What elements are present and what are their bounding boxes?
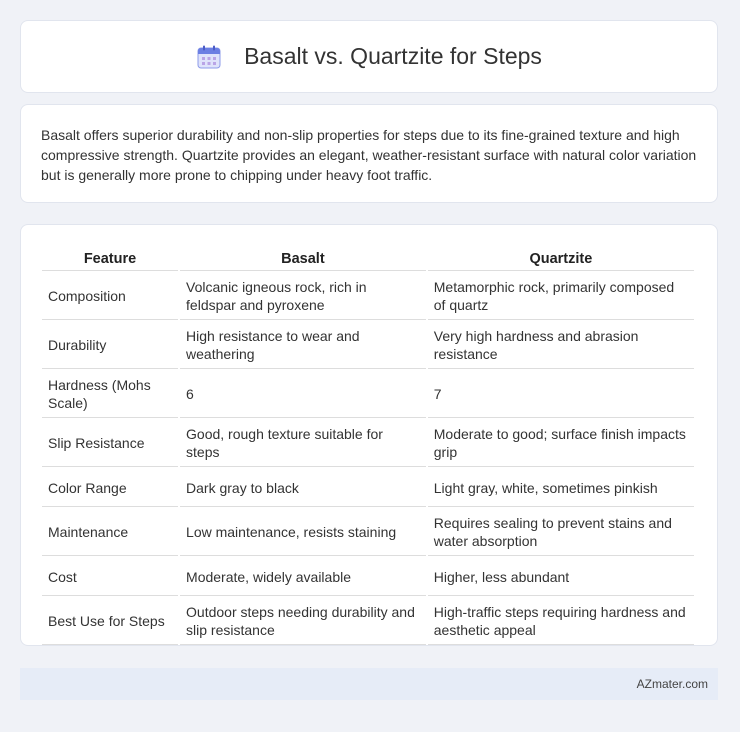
column-header-basalt: Basalt — [180, 245, 426, 271]
table-row — [42, 371, 694, 418]
basalt-cell: Good, rough texture suitable for steps — [180, 420, 426, 467]
feature-cell: Composition — [42, 273, 178, 320]
title-card — [20, 20, 718, 93]
comparison-table — [40, 243, 696, 647]
quartzite-cell: Light gray, white, sometimes pinkish — [428, 469, 694, 507]
feature-cell: Maintenance — [42, 509, 178, 556]
footer — [20, 668, 718, 700]
calendar-icon — [196, 44, 222, 70]
basalt-cell: Volcanic igneous rock, rich in feldspar and pyroxene — [180, 273, 426, 320]
quartzite-cell: Higher, less abundant — [428, 558, 694, 596]
summary-card — [20, 104, 718, 203]
basalt-cell: Dark gray to black — [180, 469, 426, 507]
quartzite-cell: Metamorphic rock, primarily composed of quartz — [428, 273, 694, 320]
basalt-cell: Outdoor steps needing durability and slip resistance — [180, 598, 426, 645]
quartzite-cell: Moderate to good; surface finish impacts grip — [428, 420, 694, 467]
quartzite-cell: Very high hardness and abrasion resistance — [428, 322, 694, 369]
comparison-table-card — [20, 224, 718, 646]
table-header-row — [42, 245, 694, 271]
table-row — [42, 509, 694, 556]
summary-text: Basalt offers superior durability and non-slip properties for steps due to its fine-grained texture and high compressive strength. Quartzite provides an elegant, weather-resistant surface with natural color variation but is generally more prone to chipping under heavy foot traffic. — [41, 127, 697, 183]
feature-cell: Durability — [42, 322, 178, 369]
feature-cell: Best Use for Steps — [42, 598, 178, 645]
table-row — [42, 273, 694, 320]
basalt-cell: 6 — [180, 371, 426, 418]
quartzite-cell: Requires sealing to prevent stains and water absorption — [428, 509, 694, 556]
table-row — [42, 598, 694, 645]
table-row — [42, 558, 694, 596]
basalt-cell: Moderate, widely available — [180, 558, 426, 596]
table-row — [42, 420, 694, 467]
quartzite-cell: High-traffic steps requiring hardness and aesthetic appeal — [428, 598, 694, 645]
basalt-cell: Low maintenance, resists staining — [180, 509, 426, 556]
basalt-cell: High resistance to wear and weathering — [180, 322, 426, 369]
page-title: Basalt vs. Quartzite for Steps — [244, 43, 542, 69]
feature-cell: Hardness (Mohs Scale) — [42, 371, 178, 418]
table-row — [42, 322, 694, 369]
feature-cell: Color Range — [42, 469, 178, 507]
table-row — [42, 469, 694, 507]
footer-site-label: AZmater.com — [636, 677, 708, 691]
column-header-feature: Feature — [42, 245, 178, 271]
column-header-quartzite: Quartzite — [428, 245, 694, 271]
feature-cell: Slip Resistance — [42, 420, 178, 467]
feature-cell: Cost — [42, 558, 178, 596]
quartzite-cell: 7 — [428, 371, 694, 418]
